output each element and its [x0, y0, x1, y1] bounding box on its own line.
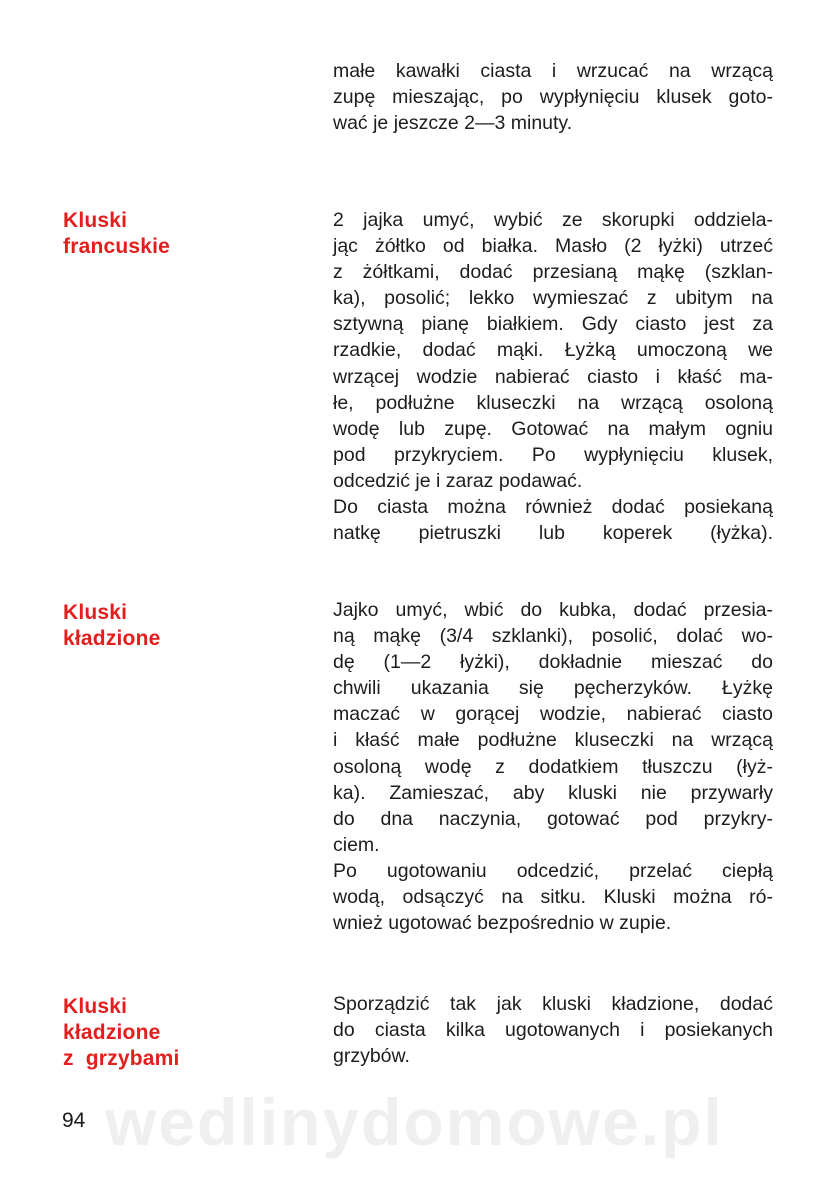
- recipe-text-kluski-francuskie: [333, 207, 773, 546]
- title-line: Kluski: [63, 995, 128, 1018]
- title-line: kładzione: [63, 1021, 161, 1044]
- recipe-title-kluski-kladzione: [63, 600, 161, 652]
- recipe-title-kluski-kladzione-z-grzybami: [63, 994, 180, 1072]
- text-line: wać je jeszcze 2—3 minuty.: [333, 112, 573, 135]
- text-line: zupę mieszając, po wypłynięciu klusek goto-: [333, 86, 773, 109]
- recipe-text-kluski-kladzione-z-grzybami: [333, 991, 773, 1069]
- text-line: ciem.: [333, 833, 380, 856]
- text-line: i kłaść małe podłużne kluseczki na wrzącą: [333, 729, 773, 752]
- text-line: 2 jajka umyć, wybić ze skorupki oddziela-: [333, 209, 773, 231]
- text-line: Jajko umyć, wbić do kubka, dodać przesia-: [333, 599, 773, 621]
- title-line: Kluski: [63, 601, 128, 624]
- recipe-text-kluski-kladzione: [333, 597, 773, 936]
- title-line: francuskie: [63, 235, 171, 258]
- text-line: z żółtkami, dodać przesianą mąkę (szklan-: [333, 261, 773, 284]
- text-line: Po ugotowaniu odcedzić, przelać ciepłą: [333, 859, 773, 882]
- text-line: ną mąkę (3/4 szklanki), posolić, dolać wo-: [333, 625, 773, 648]
- text-line: sztywną pianę białkiem. Gdy ciasto jest za: [333, 313, 773, 336]
- text-line: do dna naczynia, gotować pod przykry-: [333, 807, 773, 830]
- text-line: wnież ugotować bezpośrednio w zupie.: [333, 912, 672, 935]
- text-line: maczać w gorącej wodzie, nabierać ciasto: [333, 703, 773, 726]
- text-line: łe, podłużne kluseczki na wrzącą osoloną: [333, 391, 773, 414]
- text-line: ka). Zamieszać, aby kluski nie przywarły: [333, 781, 773, 804]
- text-line: wodą, odsączyć na sitku. Kluski można ró-: [333, 886, 773, 909]
- text-line: rzadkie, dodać mąki. Łyżką umoczoną we: [333, 339, 773, 362]
- recipe-title-kluski-francuskie: [63, 208, 170, 260]
- text-line: wrzącej wodzie nabierać ciasto i kłaść ma-: [333, 365, 773, 388]
- title-line: z grzybami: [63, 1047, 180, 1070]
- watermark: wedlinydomowe.pl: [105, 1085, 724, 1159]
- title-line: kładzione: [63, 627, 161, 650]
- text-line: małe kawałki ciasta i wrzucać na wrzącą: [333, 60, 773, 82]
- text-line: Do ciasta można również dodać posiekaną: [333, 496, 773, 519]
- text-line: wodę lub zupę. Gotować na małym ogniu: [333, 417, 773, 440]
- title-line: Kluski: [63, 209, 128, 232]
- text-line: odcedzić je i zaraz podawać.: [333, 469, 583, 492]
- text-line: jąc żółtko od białka. Masło (2 łyżki) utrzeć: [333, 235, 773, 258]
- text-line: ka), posolić; lekko wymieszać z ubitym na: [333, 287, 773, 310]
- text-line: pod przykryciem. Po wypłynięciu klusek,: [333, 443, 773, 466]
- text-line: natkę pietruszki lub koperek (łyżka).: [333, 522, 773, 545]
- text-line: osoloną wodę z dodatkiem tłuszczu (łyż-: [333, 755, 773, 778]
- text-line: dę (1—2 łyżki), dokładnie mieszać do: [333, 651, 773, 674]
- intro-paragraph: [333, 58, 773, 136]
- text-line: do ciasta kilka ugotowanych i posiekanych: [333, 1019, 773, 1042]
- text-line: Sporządzić tak jak kluski kładzione, dodać: [333, 993, 773, 1015]
- text-line: grzybów.: [333, 1045, 410, 1068]
- text-line: chwili ukazania się pęcherzyków. Łyżkę: [333, 677, 773, 700]
- page-number: 94: [62, 1109, 86, 1132]
